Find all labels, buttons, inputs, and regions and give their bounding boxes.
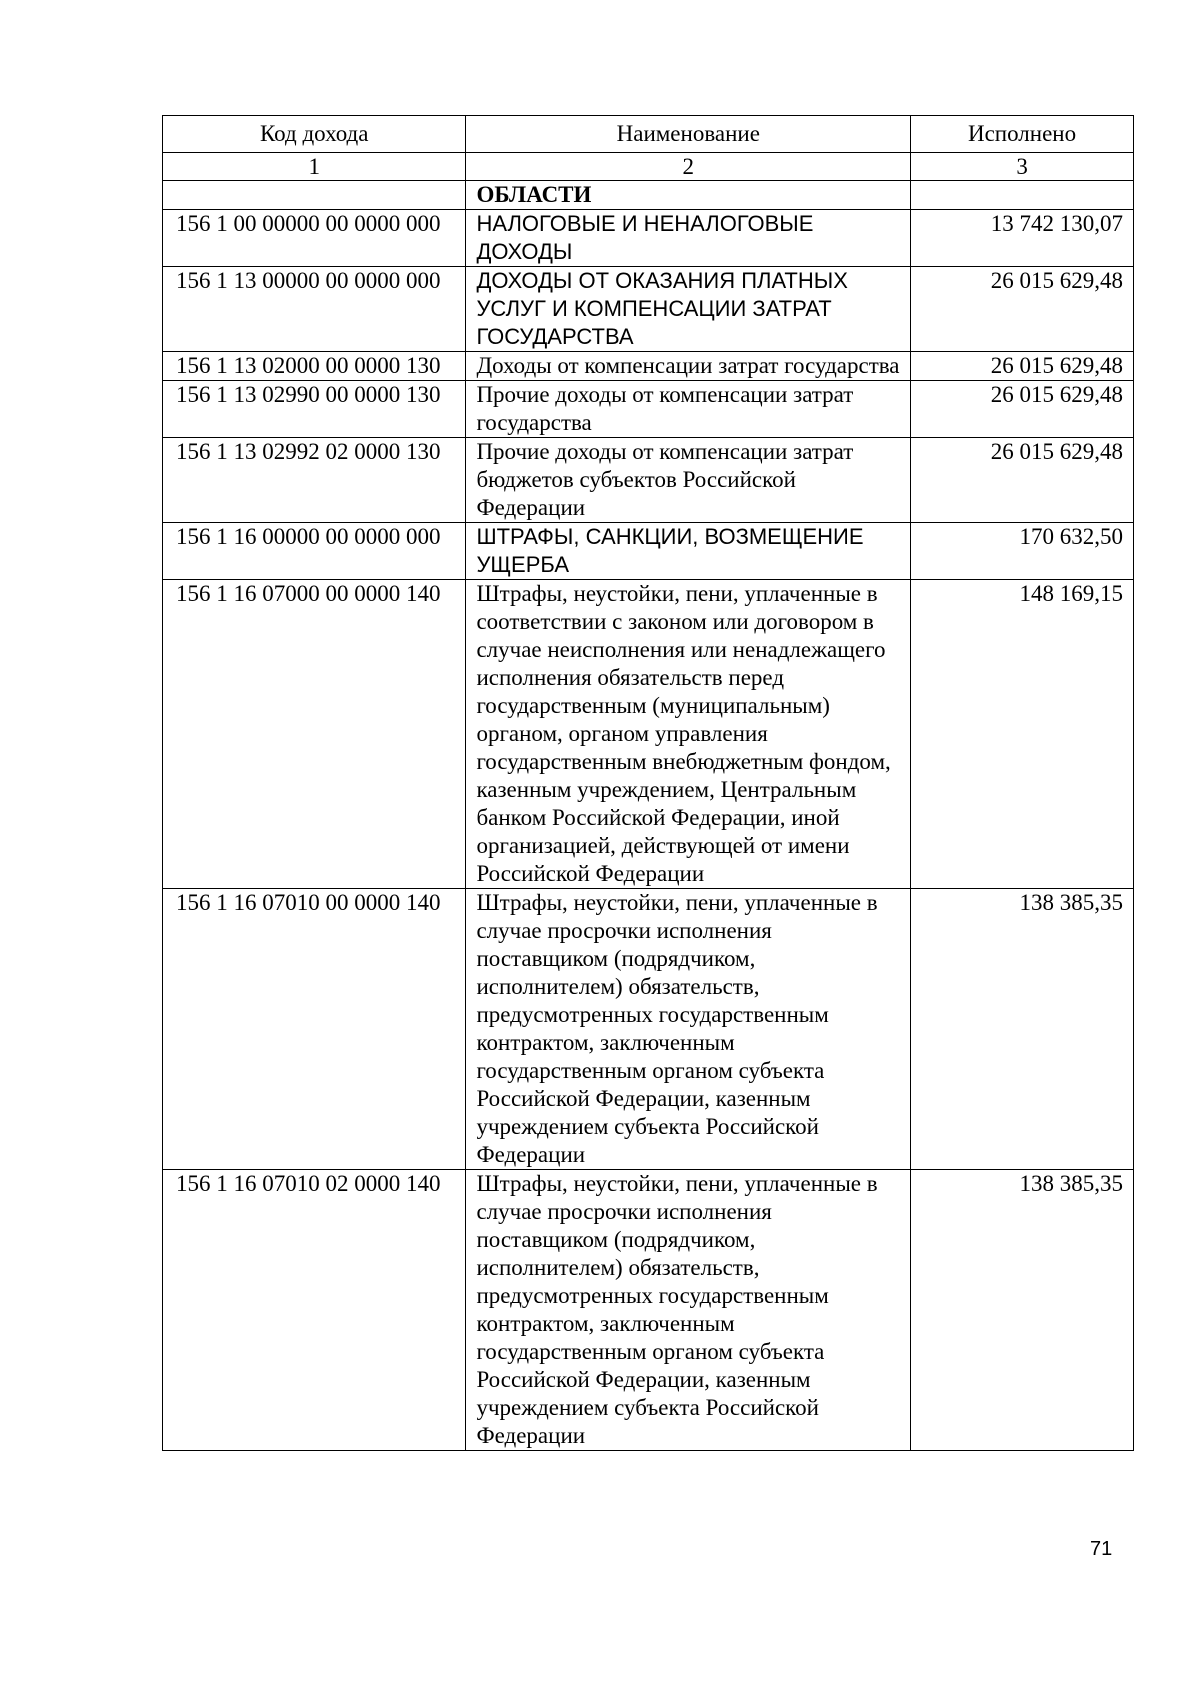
- executed-amount: [911, 181, 1134, 210]
- header-amount: Исполнено: [911, 116, 1134, 153]
- executed-amount: 148 169,15: [911, 580, 1134, 889]
- executed-amount: 26 015 629,48: [911, 381, 1134, 438]
- revenue-name: Прочие доходы от компенсации затрат государства: [466, 381, 911, 438]
- revenue-name: Штрафы, неустойки, пени, уплаченные в случае просрочки исполнения поставщиком (подрядчиком, исполнителем) обязательств, предусмотренных государственным контрактом, заключенным государственным органом субъекта Российской Федерации, казенным учреждением субъекта Российской Федерации: [466, 1170, 911, 1451]
- table-row: [163, 181, 1134, 210]
- header-row: [163, 116, 1134, 153]
- executed-amount: 26 015 629,48: [911, 267, 1134, 352]
- revenue-code: 156 1 00 00000 00 0000 000: [163, 210, 466, 267]
- revenue-name: НАЛОГОВЫЕ И НЕНАЛОГОВЫЕ ДОХОДЫ: [466, 210, 911, 267]
- revenue-name: ДОХОДЫ ОТ ОКАЗАНИЯ ПЛАТНЫХ УСЛУГ И КОМПЕНСАЦИИ ЗАТРАТ ГОСУДАРСТВА: [466, 267, 911, 352]
- executed-amount: 26 015 629,48: [911, 438, 1134, 523]
- executed-amount: 138 385,35: [911, 1170, 1134, 1451]
- revenue-code: 156 1 16 00000 00 0000 000: [163, 523, 466, 580]
- table-row: [163, 580, 1134, 889]
- revenue-name: ОБЛАСТИ: [466, 181, 911, 210]
- revenue-code: 156 1 13 02000 00 0000 130: [163, 352, 466, 381]
- executed-amount: 13 742 130,07: [911, 210, 1134, 267]
- revenue-name: Штрафы, неустойки, пени, уплаченные в соответствии с законом или договором в случае неисполнения или ненадлежащего исполнения обязательств перед государственным (муниципальным) органом, органом управления государственным внебюджетным фондом, казенным учреждением, Центральным банком Российской Федерации, иной организацией, действующей от имени Российской Федерации: [466, 580, 911, 889]
- column-number-3: 3: [911, 153, 1134, 181]
- table-row: [163, 523, 1134, 580]
- header-code: Код дохода: [163, 116, 466, 153]
- table-row: [163, 352, 1134, 381]
- table-row: [163, 1170, 1134, 1451]
- executed-amount: 170 632,50: [911, 523, 1134, 580]
- header-name: Наименование: [466, 116, 911, 153]
- column-number-2: 2: [466, 153, 911, 181]
- page-number: 71: [1090, 1538, 1113, 1560]
- revenue-code: 156 1 16 07010 00 0000 140: [163, 889, 466, 1170]
- revenue-code: [163, 181, 466, 210]
- executed-amount: 26 015 629,48: [911, 352, 1134, 381]
- revenue-name: Доходы от компенсации затрат государства: [466, 352, 911, 381]
- revenue-code: 156 1 16 07010 02 0000 140: [163, 1170, 466, 1451]
- revenue-code: 156 1 13 02992 02 0000 130: [163, 438, 466, 523]
- revenue-name: Штрафы, неустойки, пени, уплаченные в случае просрочки исполнения поставщиком (подрядчиком, исполнителем) обязательств, предусмотренных государственным контрактом, заключенным государственным органом субъекта Российской Федерации, казенным учреждением субъекта Российской Федерации: [466, 889, 911, 1170]
- revenue-code: 156 1 13 02990 00 0000 130: [163, 381, 466, 438]
- table-row: [163, 889, 1134, 1170]
- revenue-code: 156 1 13 00000 00 0000 000: [163, 267, 466, 352]
- column-number-1: 1: [163, 153, 466, 181]
- table-row: [163, 267, 1134, 352]
- revenue-code: 156 1 16 07000 00 0000 140: [163, 580, 466, 889]
- executed-amount: 138 385,35: [911, 889, 1134, 1170]
- revenue-name: Прочие доходы от компенсации затрат бюджетов субъектов Российской Федерации: [466, 438, 911, 523]
- revenue-name: ШТРАФЫ, САНКЦИИ, ВОЗМЕЩЕНИЕ УЩЕРБА: [466, 523, 911, 580]
- table-row: [163, 381, 1134, 438]
- table-row: [163, 438, 1134, 523]
- column-number-row: [163, 153, 1134, 181]
- revenue-table: [162, 115, 1134, 1451]
- table-body: [163, 181, 1134, 1451]
- table-row: [163, 210, 1134, 267]
